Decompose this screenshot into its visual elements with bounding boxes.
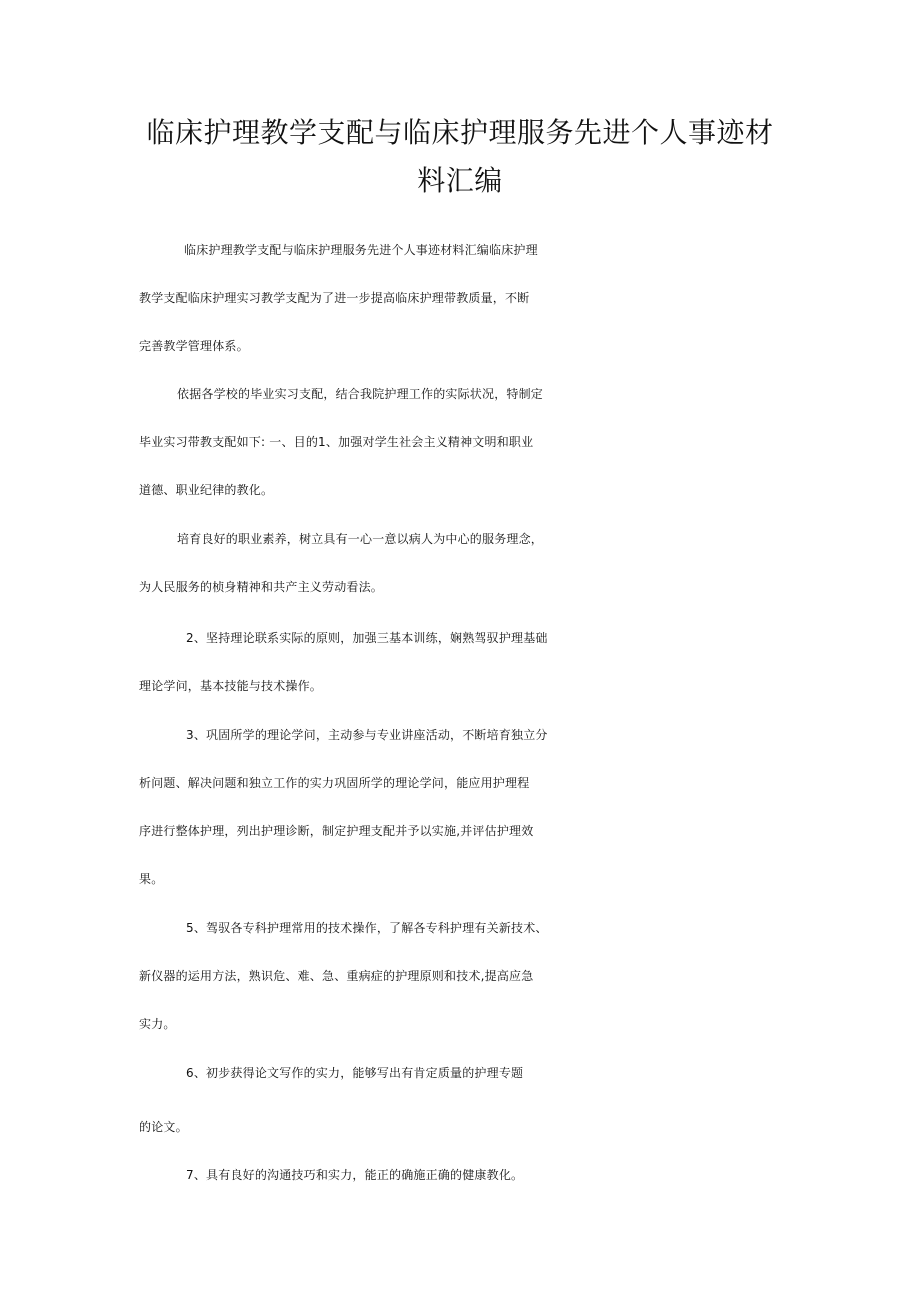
paragraph-5-line-2: 析问题、解决问题和独立工作的实力巩固所学的理论学问，能应用护理程 [139, 776, 530, 790]
paragraph-2-line-2: 毕业实习带教支配如下: 一、目的1、加强对学生社会主义精神文明和职业 [139, 435, 534, 449]
paragraph-5-line-1: 3、巩固所学的理论学问，主动参与专业讲座活动，不断培育独立分 [186, 728, 548, 742]
paragraph-7-line-1: 6、初步获得论文写作的实力，能够写出有肯定质量的护理专题 [186, 1066, 524, 1080]
paragraph-7-line-2: 的论文。 [139, 1120, 188, 1134]
paragraph-4-line-1: 2、坚持理论联系实际的原则，加强三基本训练，娴熟驾驭护理基础 [186, 631, 548, 645]
document-title-line-2: 料汇编 [417, 164, 503, 197]
paragraph-4-line-2: 理论学问，基本技能与技术操作。 [139, 679, 323, 693]
document-title-line-1: 临床护理教学支配与临床护理服务先进个人事迹材 [146, 116, 774, 149]
paragraph-3-line-2: 为人民服务的桢身精神和共产主义劳动看法。 [139, 580, 384, 594]
paragraph-5-line-4: 果。 [139, 872, 164, 886]
paragraph-8-line-1: 7、具有良好的沟通技巧和实力，能正的确施正确的健康教化。 [186, 1168, 524, 1182]
paragraph-5-line-3: 序进行整体护理，列出护理诊断，制定护理支配并予以实施,并评估护理效 [139, 824, 534, 838]
paragraph-6-line-1: 5、驾驭各专科护理常用的技术操作，了解各专科护理有关新技术、 [186, 921, 548, 935]
paragraph-6-line-3: 实力。 [139, 1017, 176, 1031]
paragraph-3-line-1: 培育良好的职业素养，树立具有一心一意以病人为中心的服务理念， [177, 532, 544, 546]
paragraph-1-line-1: 临床护理教学支配与临床护理服务先进个人事迹材料汇编临床护理 [184, 243, 538, 257]
paragraph-1-line-2: 教学支配临床护理实习教学支配为了进一步提高临床护理带教质量，不断 [139, 291, 530, 305]
paragraph-1-line-3: 完善教学管理体系。 [139, 339, 249, 353]
paragraph-6-line-2: 新仪器的运用方法，熟识危、难、急、重病症的护理原则和技术,提高应急 [139, 969, 534, 983]
paragraph-2-line-3: 道德、职业纪律的教化。 [139, 483, 274, 497]
paragraph-2-line-1: 依据各学校的毕业实习支配，结合我院护理工作的实际状况，特制定 [177, 387, 544, 401]
